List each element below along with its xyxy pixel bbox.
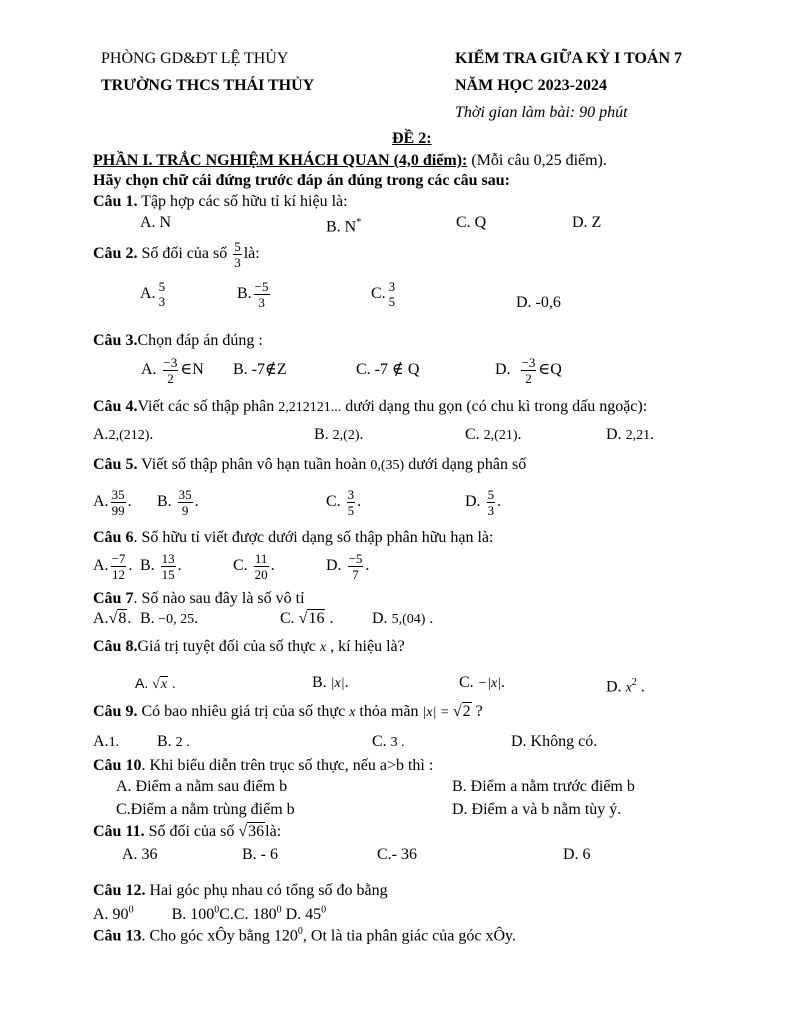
question-11: Câu 11. Số đối của số √36là: (93, 823, 282, 840)
q2-option-a: A. 5 3 (140, 279, 166, 310)
q3-option-c: C. -7 ∉ Q (356, 361, 420, 378)
q2-option-b: B. $\frac{-5}{3}$ (237, 278, 269, 310)
question-8: Câu 8.Giá trị tuyệt đối của số thực x , kí hiệu là? (93, 638, 405, 655)
q4-option-d: D. 2,21. (606, 426, 655, 443)
q4-option-a: A.2,(212). (93, 426, 154, 443)
q11-option-a: A. 36 (122, 846, 158, 863)
q9-option-d: D. Không có. (511, 733, 598, 750)
header-year: NĂM HỌC 2023-2024 (455, 77, 607, 94)
question-10: Câu 10. Khi biểu diễn trên trục số thực, nếu a>b thì : (93, 757, 434, 774)
section-heading: PHẦN I. TRẮC NGHIỆM KHÁCH QUAN (4,0 điểm): (Mỗi câu 0,25 điểm). (93, 152, 607, 169)
q6-option-c: C. $\frac{11}{20}$ . (233, 550, 275, 582)
question-2: Câu 2. Số đối của số $\frac{5}{3}$ là: (93, 238, 260, 270)
q7-option-a: A.√8. (93, 610, 132, 627)
q5-option-b: B. $\frac{35}{9}$ . (157, 486, 199, 518)
q12-option-b: B. $100^0C$. (171, 905, 234, 924)
header-school: TRƯỜNG THCS THÁI THỦY (101, 77, 315, 94)
q12-option-a: A. $90^0$ (93, 905, 134, 924)
q12-option-d: D. $45^0$ (281, 905, 327, 924)
q7-option-d: D. 5,(04) . (372, 610, 434, 627)
question-6: Câu 6. Số hữu tỉ viết được dưới dạng số thập phân hữu hạn là: (93, 529, 494, 546)
question-13: Câu 13. Cho góc xÔy bằng $120^0$, Ot là tia phân giác của góc xÔy. (93, 926, 516, 945)
q1-option-a: A. N (140, 214, 172, 231)
question-1: Câu 1. Tập hợp các số hữu tỉ kí hiệu là: (93, 193, 348, 210)
q6-option-d: D. $\frac{-5}{7}$ . (326, 550, 370, 582)
q1-option-b: B. N* (326, 217, 362, 236)
q11-option-d: D. 6 (563, 846, 591, 863)
q4-option-b: B. 2,(2). (314, 426, 364, 443)
exam-code: ĐỀ 2: (392, 130, 432, 147)
q11-option-c: C.- 36 (377, 846, 417, 863)
q9-option-a: A.1. (93, 733, 120, 750)
q8-option-d: D. $x^2$ . (606, 677, 645, 696)
question-3: Câu 3.Chọn đáp án đúng : (93, 332, 263, 349)
q2-option-c: C. 3 5 (371, 279, 396, 310)
header-dept: PHÒNG GD&ĐT LỆ THỦY (101, 50, 289, 67)
q4-option-c: C. 2,(21). (465, 426, 522, 443)
q10-option-c: C.Điểm a nằm trùng điểm b (116, 801, 295, 818)
q7-option-b: B. −0, 25. (140, 610, 199, 627)
q2-option-d: D. -0,6 (516, 294, 561, 311)
q8-option-a: A. √x . (135, 675, 176, 692)
q9-option-c: C. 3 . (372, 733, 405, 750)
q1-option-c: C. Q (456, 214, 487, 231)
q6-option-b: B. $\frac{13}{15}$ . (140, 550, 182, 582)
q12-option-c: C. $180^0$ (233, 905, 282, 924)
question-4: Câu 4.Viết các số thập phân 2,212121... dưới dạng thu gọn (có chu kì trong dấu ngoặc): (93, 398, 648, 415)
q5-option-a: A. $\frac{35}{99}$ . (93, 486, 132, 518)
question-7: Câu 7. Số nào sau đây là số vô tỉ (93, 590, 305, 607)
question-9: Câu 9. Có bao nhiêu giá trị của số thực x thỏa mãn |x| = √2 ? (93, 703, 483, 720)
q8-option-c: C. −|x|. (459, 674, 506, 691)
q6-option-a: A. $\frac{-7}{12}$ . (93, 550, 133, 582)
header-exam: KIỂM TRA GIỮA KỲ I TOÁN 7 (455, 50, 683, 67)
q8-option-b: B. |x|. (312, 674, 349, 691)
q1-option-d: D. Z (572, 214, 602, 231)
q5-option-c: C. $\frac{3}{5}$ . (326, 486, 362, 518)
header-time: Thời gian làm bài: 90 phút (455, 104, 628, 121)
q7-option-c: C. √16 . (280, 610, 334, 627)
q10-option-a: A. Điểm a nằm sau điểm b (116, 778, 288, 795)
q11-option-b: B. - 6 (242, 846, 278, 863)
question-5: Câu 5. Viết số thập phân vô hạn tuần hoàn 0,(35) dưới dạng phân số (93, 456, 527, 473)
q10-option-d: D. Điểm a và b nằm tùy ý. (452, 801, 622, 818)
q12-options (93, 902, 326, 924)
q10-option-b: B. Điểm a nằm trước điểm b (452, 778, 635, 795)
q3-option-d: D. $\frac{-3}{2}$ ∈Q (495, 354, 562, 386)
question-12: Câu 12. Hai góc phụ nhau có tổng số đo bằng (93, 882, 388, 899)
q3-option-b: B. -7∉Z (233, 361, 287, 378)
q5-option-d: D. $\frac{5}{3}$ . (465, 486, 502, 518)
q9-option-b: B. 2 . (157, 733, 190, 750)
q3-option-a: A. $\frac{-3}{2}$ ∈N (141, 354, 204, 386)
section-instruction: Hãy chọn chữ cái đứng trước đáp án đúng trong các câu sau: (93, 172, 510, 189)
